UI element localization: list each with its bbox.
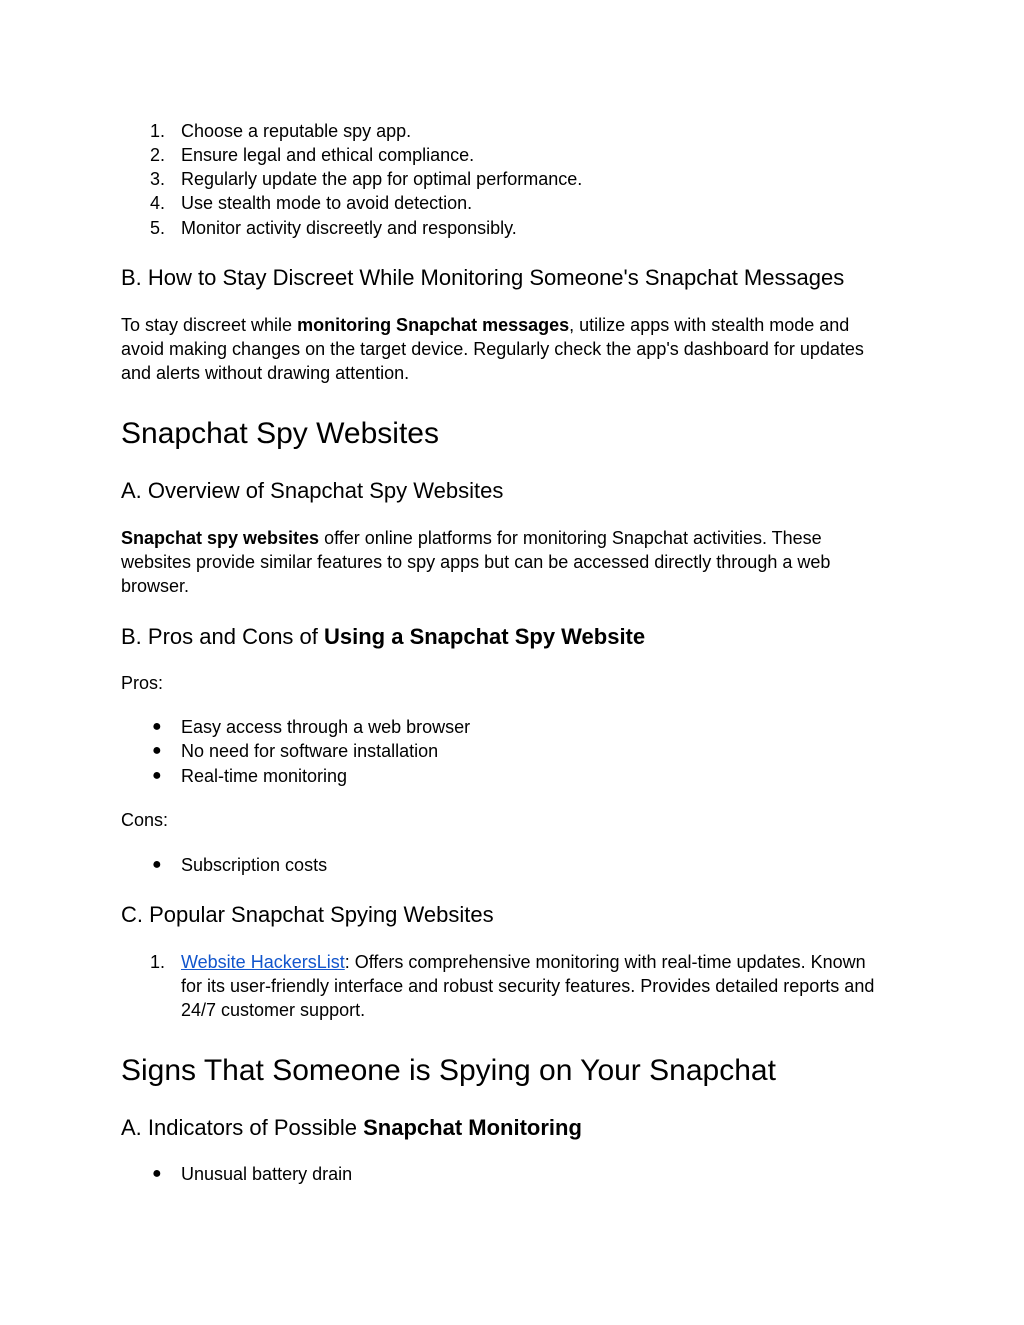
list-item: No need for software installation [181,741,439,761]
paragraph-discreet-line3: and alerts without drawing attention. [121,363,410,383]
bold-phrase: Snapchat spy websites [121,528,320,548]
bold-phrase: monitoring Snapchat messages [297,315,570,335]
list-item: Unusual battery drain [181,1164,353,1184]
paragraph-discreet-line2: avoid making changes on the target device. Regularly check the app's dashboard for updates [121,339,864,359]
section-title-spy-websites: Snapchat Spy Websites [121,417,439,450]
section-heading-pros-cons [121,623,645,651]
list-item: Choose a reputable spy app. [181,121,412,141]
paragraph-text: , utilize apps with stealth mode and [569,315,850,335]
bullet-icon: ● [152,856,162,873]
list-number: 1. [149,121,165,141]
bullet-icon: ● [152,718,162,735]
list-number: 4. [149,193,165,213]
list-item: Easy access through a web browser [181,717,471,737]
paragraph-overview-line1 [121,526,822,550]
list-number: 2. [149,145,165,165]
list-item: Real-time monitoring [181,766,348,786]
popular-item-line1 [181,950,866,974]
heading-bold: Snapchat Monitoring [363,1115,582,1140]
bullet-icon: ● [152,767,162,784]
section-heading-indicators [121,1114,582,1142]
section-title-signs: Signs That Someone is Spying on Your Snapchat [121,1054,776,1087]
pros-label: Pros: [121,673,164,693]
list-item: Ensure legal and ethical compliance. [181,145,475,165]
list-item: Subscription costs [181,855,328,875]
paragraph-text: offer online platforms for monitoring Snapchat activities. These [319,528,822,548]
heading-text: A. Indicators of Possible [121,1115,364,1140]
section-heading-discreet: B. How to Stay Discreet While Monitoring Someone's Snapchat Messages [121,265,845,290]
bullet-icon: ● [152,742,162,759]
hackerslist-link[interactable]: Website HackersList [181,952,345,972]
list-item: Monitor activity discreetly and responsibly. [181,218,517,238]
section-heading-overview: A. Overview of Snapchat Spy Websites [121,478,504,503]
list-item: Regularly update the app for optimal performance. [181,169,583,189]
paragraph-text: : Offers comprehensive monitoring with real-time updates. Known [344,952,866,972]
paragraph-overview-line2: websites provide similar features to spy apps but can be accessed directly through a web [121,552,831,572]
list-number: 5. [149,218,165,238]
paragraph-text: To stay discreet while [121,315,298,335]
section-heading-popular: C. Popular Snapchat Spying Websites [121,902,494,927]
paragraph-overview-line3: browser. [121,576,190,596]
list-number: 3. [149,169,165,189]
cons-label: Cons: [121,810,169,830]
list-item: Use stealth mode to avoid detection. [181,193,473,213]
popular-item-line2: for its user-friendly interface and robust security features. Provides detailed reports and [181,976,875,996]
popular-item-line3: 24/7 customer support. [181,1000,366,1020]
paragraph-discreet-line1 [121,313,849,337]
heading-bold: Using a Snapchat Spy Website [324,624,646,649]
heading-text: B. Pros and Cons of [121,624,324,649]
bullet-icon: ● [152,1165,162,1182]
list-number: 1. [149,952,165,972]
